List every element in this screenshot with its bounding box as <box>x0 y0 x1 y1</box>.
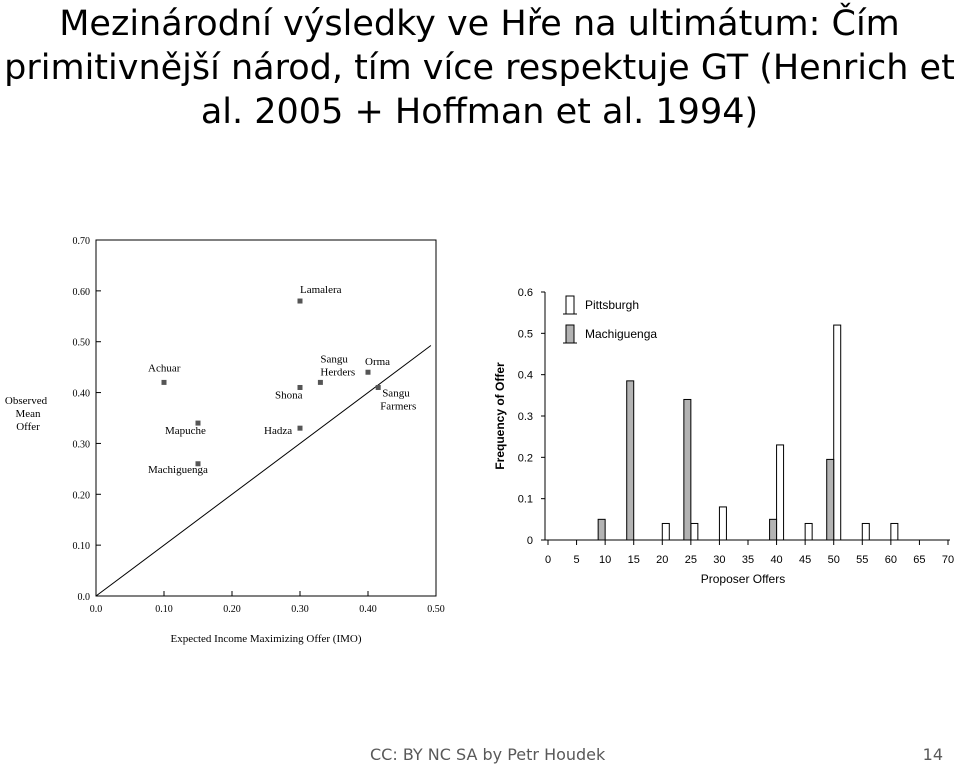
bar-pittsburgh <box>862 523 869 540</box>
scatter-point-label: Sangu <box>382 387 410 400</box>
bar-pittsburgh <box>719 507 726 540</box>
scatter-point-label: Sangu <box>320 353 348 366</box>
bar-y-tick-label: 0 <box>526 535 533 547</box>
bar-y-tick-label: 0.3 <box>517 411 533 423</box>
scatter-point-label: Orma <box>365 356 391 369</box>
scatter-x-tick-label: 0.50 <box>427 604 445 615</box>
scatter-y-axis-label-line: Offer <box>16 421 40 433</box>
scatter-point <box>318 380 323 385</box>
slide-title: Mezinárodní výsledky ve Hře na ultimátum: Čím primitivnější národ, tím více respektuje GT (Henrich et al. 2005 + Hoffman et al. 1994) <box>4 4 955 132</box>
bar-machiguenga <box>598 519 605 540</box>
bar-x-tick-label: 0 <box>544 554 552 566</box>
scatter-y-tick-label: 0.10 <box>72 541 90 553</box>
bar-pittsburgh <box>777 445 784 540</box>
scatter-diagonal-line <box>96 346 431 596</box>
footer-credit: CC: BY NC SA by Petr Houdek <box>370 745 606 764</box>
scatter-x-tick-label: 0.40 <box>359 604 377 615</box>
bar-y-tick-label: 0.1 <box>517 493 533 506</box>
scatter-y-tick-label: 0.0 <box>77 592 90 603</box>
legend-label-machiguenga: Machiguenga <box>585 327 658 341</box>
bar-legend <box>563 296 657 343</box>
scatter-y-tick-label: 0.30 <box>72 439 90 451</box>
bar-pittsburgh <box>891 523 898 540</box>
scatter-point <box>298 426 303 431</box>
scatter-point-label: Shona <box>275 389 303 402</box>
bar-chart <box>490 280 959 590</box>
bar-x-tick-label: 60 <box>884 554 897 566</box>
scatter-x-tick-label: 0.20 <box>223 604 241 615</box>
bar-y-tick-label: 0.5 <box>517 328 533 341</box>
bar-pittsburgh <box>834 325 841 540</box>
bar-x-tick-label: 5 <box>573 554 580 566</box>
scatter-x-tick-label: 0.10 <box>155 604 173 615</box>
page-number: 14 <box>922 745 943 764</box>
scatter-point-label: Machiguenga <box>148 463 208 476</box>
scatter-point <box>366 370 371 375</box>
scatter-x-tick-label: 0.30 <box>291 604 309 615</box>
bar-pittsburgh <box>691 523 698 540</box>
bar-pittsburgh <box>662 523 669 540</box>
scatter-y-axis-label-line: Observed <box>4 395 48 407</box>
scatter-y-tick-label: 0.70 <box>72 236 90 247</box>
bar-x-tick-label: 50 <box>827 554 840 566</box>
scatter-point <box>298 299 303 304</box>
scatter-point-label: Hadza <box>264 425 293 438</box>
legend-swatch-pittsburgh <box>566 296 574 314</box>
scatter-point-label: Achuar <box>148 362 181 375</box>
scatter-y-tick-label: 0.40 <box>72 388 90 400</box>
scatter-point-label: Herders <box>320 366 356 379</box>
bar-y-tick-label: 0.6 <box>517 287 533 299</box>
bar-x-tick-label: 30 <box>713 554 726 566</box>
bar-x-tick-label: 65 <box>913 554 926 566</box>
scatter-y-tick-label: 0.20 <box>72 490 90 502</box>
bar-y-tick-label: 0.2 <box>517 452 533 465</box>
scatter-point <box>162 380 167 385</box>
bar-x-tick-label: 55 <box>856 554 869 566</box>
bar-pittsburgh <box>805 523 812 540</box>
bar-x-tick-label: 35 <box>741 554 755 566</box>
legend-swatch-machiguenga <box>566 325 574 343</box>
bar-x-tick-label: 70 <box>941 554 955 566</box>
scatter-chart <box>0 225 460 655</box>
scatter-point-label: Farmers <box>380 400 417 413</box>
bar-y-tick-label: 0.4 <box>517 369 533 382</box>
bar-machiguenga <box>684 399 691 540</box>
scatter-y-tick-label: 0.60 <box>72 286 90 298</box>
bar-x-axis-label: Proposer Offers <box>700 572 786 586</box>
bar-x-tick-label: 10 <box>599 554 612 566</box>
bar-x-tick-label: 20 <box>656 554 669 566</box>
scatter-plot-frame <box>96 240 436 596</box>
scatter-point-label: Mapuche <box>165 425 206 438</box>
scatter-point-label: Lamalera <box>300 284 342 297</box>
scatter-x-axis-label: Expected Income Maximizing Offer (IMO) <box>170 633 362 645</box>
bar-machiguenga <box>827 459 834 540</box>
scatter-x-tick-label: 0.0 <box>89 604 103 615</box>
bar-x-tick-label: 15 <box>627 554 640 566</box>
bar-y-axis-label: Frequency of Offer <box>493 362 507 470</box>
bar-x-tick-label: 45 <box>799 554 812 566</box>
scatter-y-tick-label: 0.50 <box>72 337 90 349</box>
bar-machiguenga <box>627 381 634 540</box>
bar-x-tick-label: 40 <box>770 554 783 566</box>
legend-label-pittsburgh: Pittsburgh <box>585 298 640 312</box>
bar-x-tick-label: 25 <box>684 554 697 566</box>
bar-machiguenga <box>770 519 777 540</box>
scatter-point <box>376 385 381 390</box>
scatter-y-axis-label-line: Mean <box>15 408 41 420</box>
